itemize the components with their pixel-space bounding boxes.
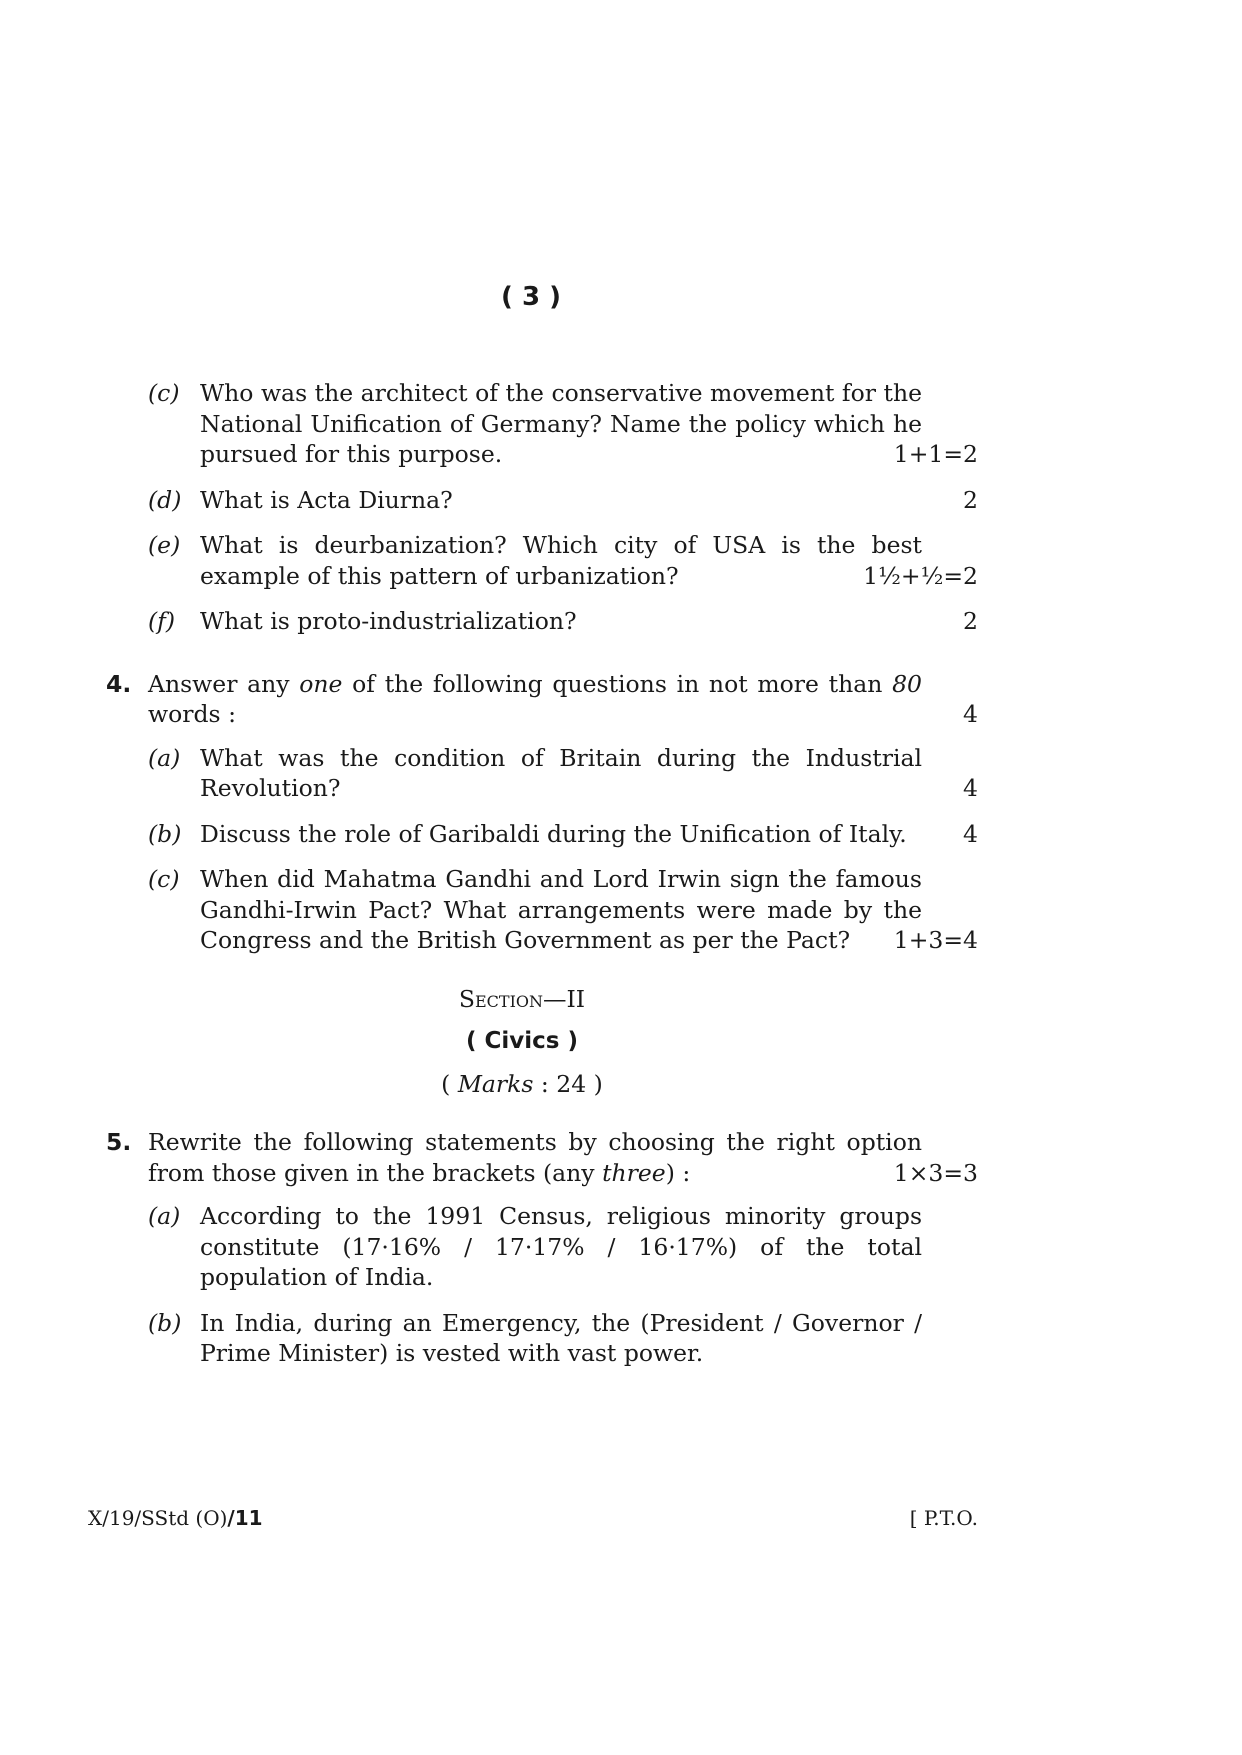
question-4a	[106, 743, 978, 804]
question-5	[106, 1127, 978, 1188]
part-label: (f)	[148, 607, 176, 635]
please-turn-over: [ P.T.O.	[909, 1506, 978, 1530]
question-3d	[106, 485, 978, 516]
question-5b	[106, 1308, 978, 1369]
part-label: (e)	[148, 531, 181, 559]
question-marks: 4	[963, 700, 978, 728]
question-number: 5.	[106, 1128, 132, 1156]
paper-code: X/19/SStd (O)/11	[88, 1506, 263, 1530]
part-text: When did Mahatma Gandhi and Lord Irwin sign the famous Gandhi-Irwin Pact? What arrangements were made by the Congress and the British Government as per the Pact?	[200, 865, 922, 954]
page-number: ( 3 )	[501, 282, 561, 312]
question-3f	[106, 606, 978, 637]
part-label: (b)	[148, 1308, 182, 1337]
part-label: (d)	[148, 485, 182, 514]
part-label: (b)	[148, 819, 182, 848]
question-5a	[106, 1201, 978, 1293]
section-subject: ( Civics )	[465, 1028, 578, 1054]
part-marks: 1+1=2	[893, 440, 978, 468]
part-text: Discuss the role of Garibaldi during the Unification of Italy.	[200, 819, 907, 848]
question-3c	[106, 378, 978, 470]
part-marks: 2	[963, 485, 978, 514]
question-text: Rewrite the following statements by choosing the right option from those given in the brackets (any three) :	[148, 1128, 922, 1187]
question-text: Answer any one of the following questions in not more than 80 words :	[148, 669, 922, 728]
part-text: What is Acta Diurna?	[200, 485, 453, 514]
question-marks: 1×3=3	[893, 1158, 978, 1187]
section-marks: ( Marks : 24 )	[441, 1069, 603, 1098]
question-4b	[106, 819, 978, 850]
part-text: What is proto-industrialization?	[200, 607, 577, 635]
section-heading	[106, 984, 978, 1100]
part-text: What is deurbanization? Which city of USA is the best example of this pattern of urbanization?	[200, 531, 922, 590]
part-label: (a)	[148, 743, 181, 772]
part-text: Who was the architect of the conservative movement for the National Unification of Germany? Name the policy which he pursued for this purpose.	[200, 379, 922, 468]
part-text: What was the condition of Britain during the Industrial Revolution?	[200, 743, 922, 802]
part-label: (c)	[148, 865, 180, 893]
part-marks: 1+3=4	[893, 926, 978, 954]
part-marks: 4	[963, 774, 978, 802]
part-text: According to the 1991 Census, religious minority groups constitute (17·16% / 17·17% / 16·17%) of the total population of India.	[200, 1202, 922, 1291]
part-marks: 2	[963, 607, 978, 635]
question-3e	[106, 530, 978, 591]
part-text: In India, during an Emergency, the (President / Governor / Prime Minister) is vested with vast power.	[200, 1308, 922, 1367]
question-number: 4.	[106, 669, 132, 698]
part-label: (a)	[148, 1202, 181, 1230]
part-label: (c)	[148, 379, 180, 407]
part-marks: 4	[963, 819, 978, 848]
section-title: Section—II	[458, 984, 586, 1013]
question-paper-body	[106, 378, 978, 1384]
part-marks: 1½+½=2	[863, 561, 978, 590]
question-4c	[106, 864, 978, 956]
question-4	[106, 669, 978, 730]
